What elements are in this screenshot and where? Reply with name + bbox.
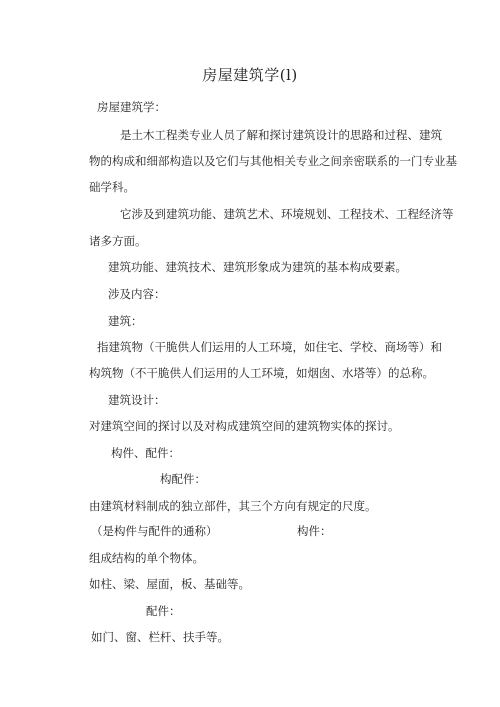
fittings-label: 构配件：: [160, 472, 206, 486]
parts-label: 构件、配件：: [111, 446, 180, 460]
building-def-line1: 指建筑物（干脆供人们运用的人工环境，如住宅、学校、商场等）和: [97, 340, 442, 354]
accessory-examples: 如门、窗、栏杆、扶手等。: [91, 630, 229, 644]
contents-label: 涉及内容：: [108, 287, 166, 301]
para2-line1: 它涉及到建筑功能、建筑艺术、环境规划、工程技术、工程经济等: [120, 207, 454, 221]
building-def-line2: 构筑物（不干脆供人们运用的人工环境，如烟囱、水塔等）的总称。: [89, 366, 434, 380]
para1-line1: 是土木工程类专业人员了解和探讨建筑设计的思路和过程、建筑: [120, 128, 442, 142]
para1-line2: 物的构成和细部构造以及它们与其他相关专业之间亲密联系的一门专业基: [89, 154, 457, 168]
design-label: 建筑设计：: [108, 393, 166, 407]
para3: 建筑功能、建筑技术、建筑形象成为建筑的基本构成要素。: [108, 260, 407, 274]
component-def: 组成结构的单个物体。: [89, 551, 204, 565]
page-title: 房屋建筑学(l): [202, 66, 298, 84]
fittings-def: 由建筑材料制成的独立部件，其三个方向有规定的尺度。: [89, 499, 377, 513]
design-def: 对建筑空间的探讨以及对构成建筑空间的建筑物实体的探讨。: [89, 419, 400, 433]
fittings-note: （是构件与配件的通称）: [91, 524, 218, 538]
para2-line2: 诸多方面。: [89, 234, 147, 248]
accessory-label: 配件：: [146, 604, 181, 618]
component-examples: 如柱、梁、屋面，板、基础等。: [89, 577, 250, 591]
building-label: 建筑：: [108, 314, 143, 328]
component-label: 构件：: [297, 524, 332, 538]
section-label: 房屋建筑学：: [97, 100, 166, 114]
para1-line3: 础学科。: [89, 180, 135, 194]
